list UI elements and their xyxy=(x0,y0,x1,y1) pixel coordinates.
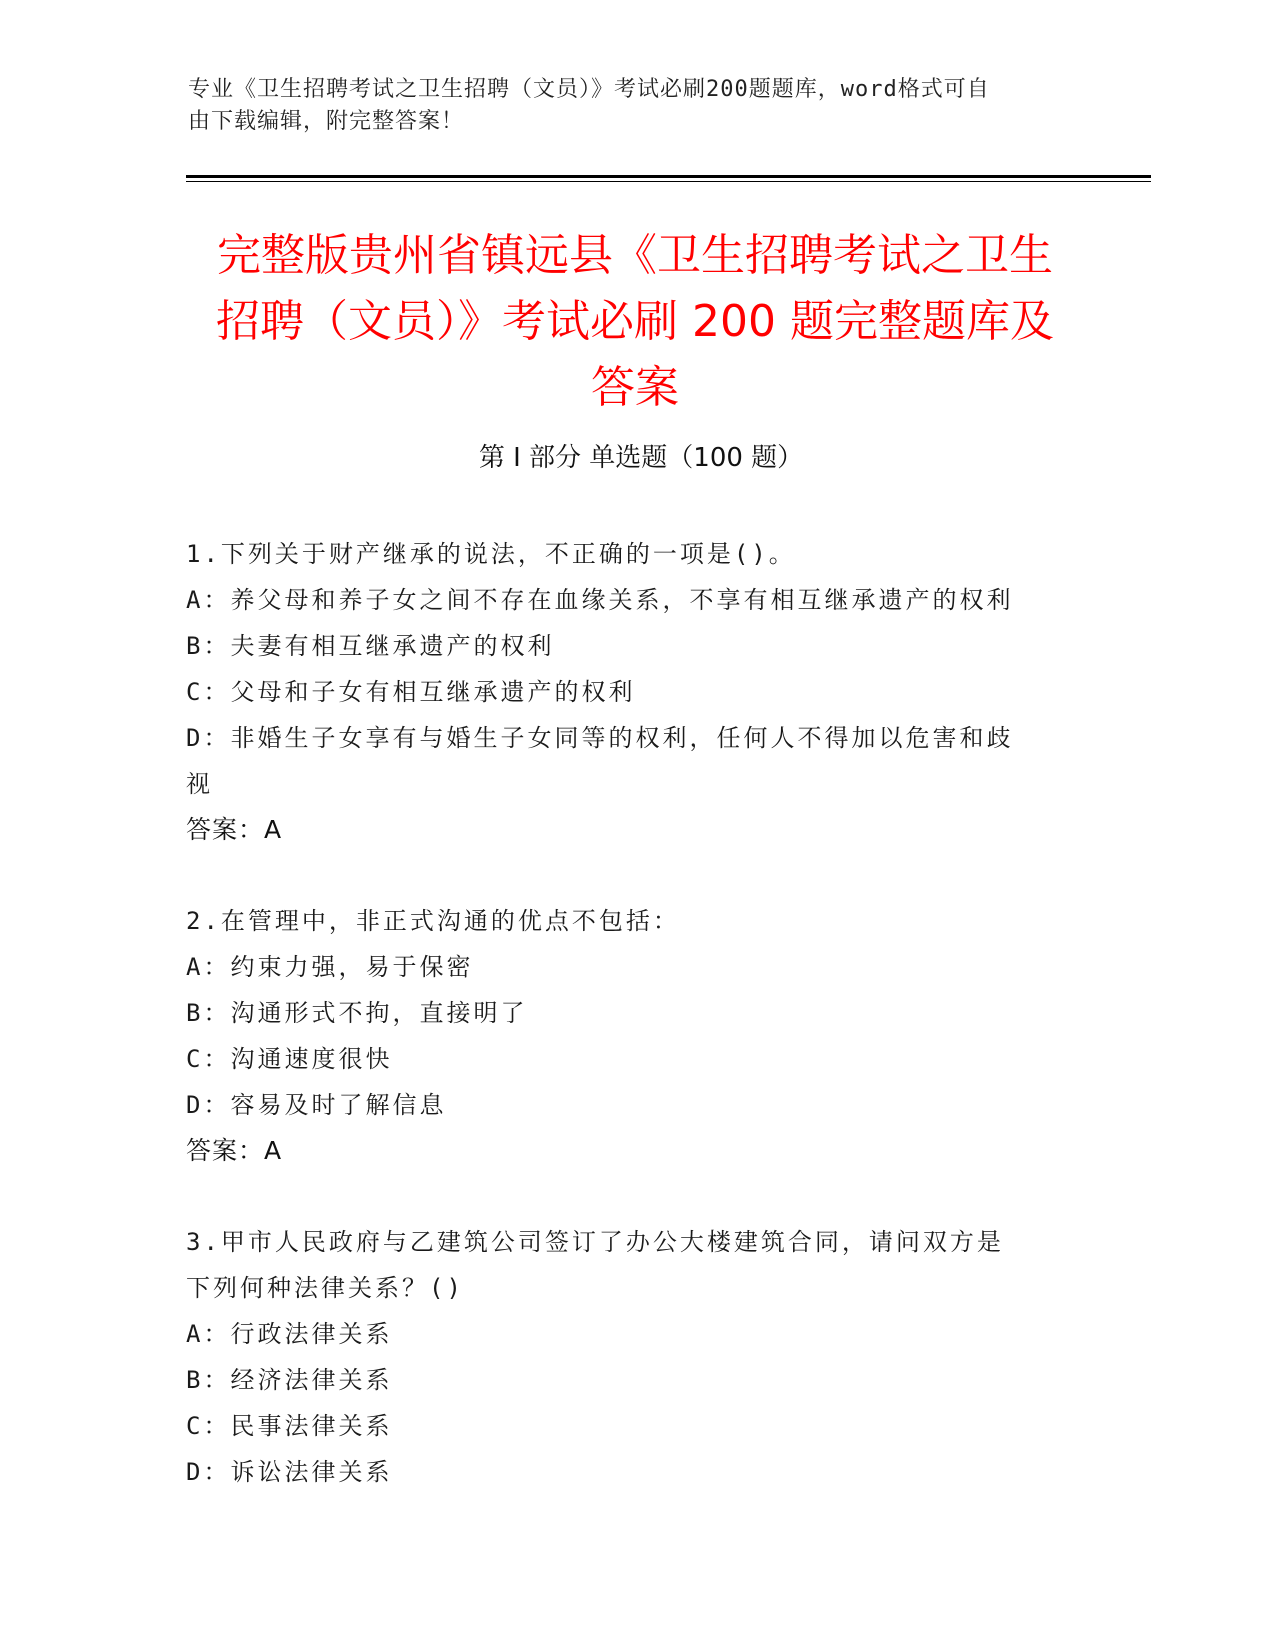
title-line: 答案 xyxy=(591,362,679,413)
option-b: B：夫妻有相互继承遗产的权利 xyxy=(186,632,555,660)
header-divider-thin xyxy=(186,181,1151,182)
option-c: C：父母和子女有相互继承遗产的权利 xyxy=(186,678,636,706)
option-d: D：容易及时了解信息 xyxy=(186,1091,447,1119)
header-note xyxy=(188,74,1068,138)
header-note-line: 专业《卫生招聘考试之卫生招聘（文员）》考试必刷200题题库，word格式可自 xyxy=(188,77,990,102)
document-title xyxy=(180,223,1090,421)
question-stem: 2.在管理中，非正式沟通的优点不包括： xyxy=(186,907,680,935)
option-d: D：非婚生子女享有与婚生子女同等的权利，任何人不得加以危害和歧 xyxy=(186,724,1014,752)
question-block xyxy=(186,1219,1086,1495)
title-line: 完整版贵州省镇远县《卫生招聘考试之卫生 xyxy=(217,230,1053,281)
option-a: A：约束力强，易于保密 xyxy=(186,953,474,981)
question-stem: 3.甲市人民政府与乙建筑公司签订了办公大楼建筑合同，请问双方是 xyxy=(186,1228,1004,1256)
answer-line: 答案：A xyxy=(186,1136,283,1165)
question-stem: 1.下列关于财产继承的说法，不正确的一项是()。 xyxy=(186,540,796,568)
option-d: D：诉讼法律关系 xyxy=(186,1458,393,1486)
option-a: A：养父母和养子女之间不存在血缘关系，不享有相互继承遗产的权利 xyxy=(186,586,1014,614)
option-d-continued: 视 xyxy=(186,770,213,798)
option-b: B：经济法律关系 xyxy=(186,1366,393,1394)
section-heading: 第 I 部分 单选题（100 题） xyxy=(478,443,804,473)
question-stem-continued: 下列何种法律关系？() xyxy=(186,1274,464,1302)
option-c: C：沟通速度很快 xyxy=(186,1045,393,1073)
title-line: 招聘（文员）》考试必刷 200 题完整题库及 xyxy=(216,296,1054,347)
question-block xyxy=(186,898,1086,1174)
option-c: C：民事法律关系 xyxy=(186,1412,393,1440)
question-list xyxy=(186,531,1086,1540)
header-note-line: 由下载编辑，附完整答案！ xyxy=(188,109,465,134)
option-b: B：沟通形式不拘，直接明了 xyxy=(186,999,528,1027)
question-block xyxy=(186,531,1086,853)
option-a: A：行政法律关系 xyxy=(186,1320,393,1348)
header-divider-thick xyxy=(186,175,1151,178)
answer-line: 答案：A xyxy=(186,815,283,844)
